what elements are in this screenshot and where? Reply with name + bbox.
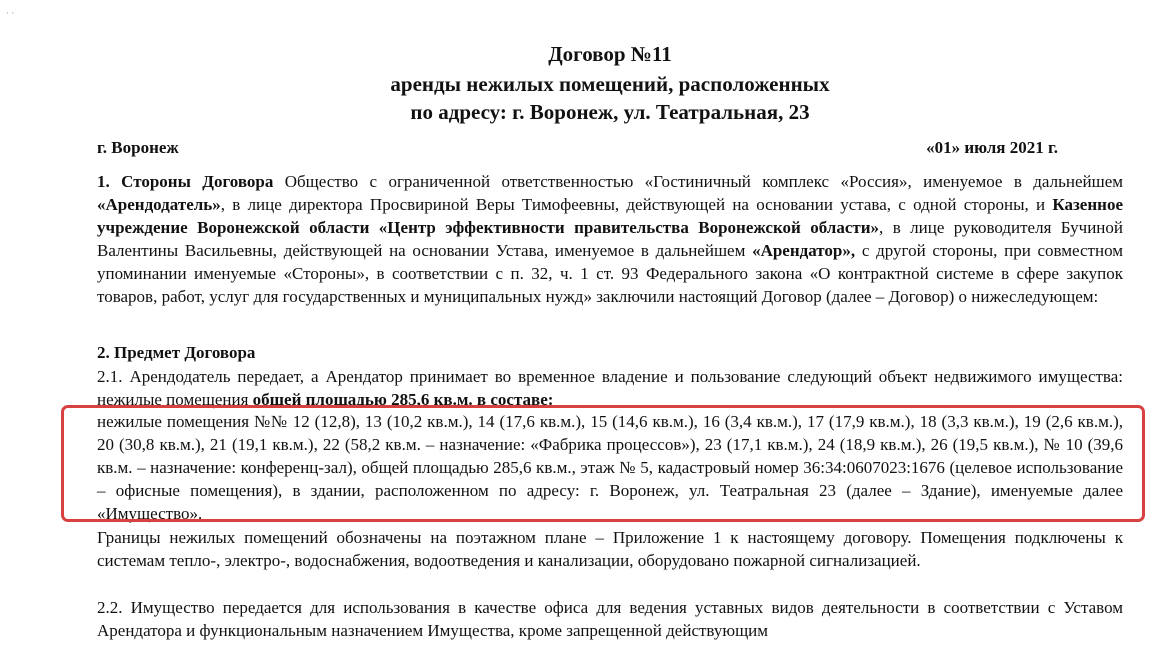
lessor-term: «Арендодатель» [97,194,221,214]
section-1-heading: 1. Стороны Договора [97,172,274,191]
contract-date: «01» июля 2021 г. [926,138,1058,157]
total-area-bold: общей площадью 285,6 кв.м. в составе: [252,389,554,409]
clause-2-1-text: 2.1. Арендодатель передает, а Арендатор принимает во временное владение и пользование следующий объект недвижимого имущества: нежилые помещения [97,367,1123,409]
section-1-parties [97,171,1123,308]
section-2-heading: 2. Предмет Договора [97,343,256,362]
parties-text-2: , в лице директора Просвириной Веры Тимофеевны, действующей на основании устава, с одной стороны, и [220,194,1053,214]
premises-list-highlighted: нежилые помещения №№ 12 (12,8), 13 (10,2 кв.м.), 14 (17,6 кв.м.), 15 (14,6 кв.м.), 16 (3,4 кв.м.), 17 (17,9 кв.м.), 18 (3,3 кв.м.), 19 (2,6 кв.м.), 20 (30,8 кв.м.), 21 (19,1 кв.м.), 22 (58,2 кв.м. – назначение: «Фабрика процессов»), 23 (17,1 кв.м.), 24 (18,9 кв.м.), 26 (19,5 кв.м.), № 10 (39,6 кв.м. – назначение: конференц-зал), общей площадью 285,6 кв.м., этаж № 5, кадастровый номер 36:34:0607023:1676 (целевое использование – офисные помещения), в здании, расположенном по адресу: г. Воронеж, ул. Театральная 23 (далее – Здание), именуемые далее «Имущество». [97,412,1123,523]
document-subtitle: аренды нежилых помещений, расположенных [390,72,830,96]
parties-text-4: с другой стороны, при совместном упоминании именуемые «Стороны», в соответствии с п. 32, ч. 1 ст. 93 Федерального закона «О контрактной системе в сфере закупок товаров, работ, услуг для государственных и муниципальных нужд» заключили настоящий Договор (далее – Договор) о нижеследующем: [97,240,1124,306]
parties-text-3: , в лице руководителя Бучиной Валентины Васильевны, действующей на основании Устава, именуемое в дальнейшем [97,217,1123,260]
lessee-name: Казенное учреждение Воронежской области «Центр эффективности правительства Воронежской области» [97,194,1123,237]
clause-2-1 [97,366,1123,412]
clause-2-2: 2.2. Имущество передается для использования в качестве офиса для ведения уставных видов деятельности в соответствии с Уставом Арендатора и функциональным назначением Имущества, кроме запрещенной действующим [97,598,1123,640]
lessee-term: «Арендатор», [752,240,862,260]
scan-mark: · · [6,8,15,18]
document-title: Договор №11 [548,42,672,66]
boundaries-paragraph: Границы нежилых помещений обозначены на поэтажном плане – Приложение 1 к настоящему договору. Помещения подключены к системам тепло-, электро-, водоснабжения, водоотведения и канализации, оборудовано пожарной сигнализацией. [97,528,1123,570]
parties-text-1: Общество с ограниченной ответственностью «Гостиничный комплекс «Россия», именуемое в дальнейшем [273,172,1123,191]
document-address: по адресу: г. Воронеж, ул. Театральная, 23 [410,100,810,124]
contract-city: г. Воронеж [97,138,179,157]
